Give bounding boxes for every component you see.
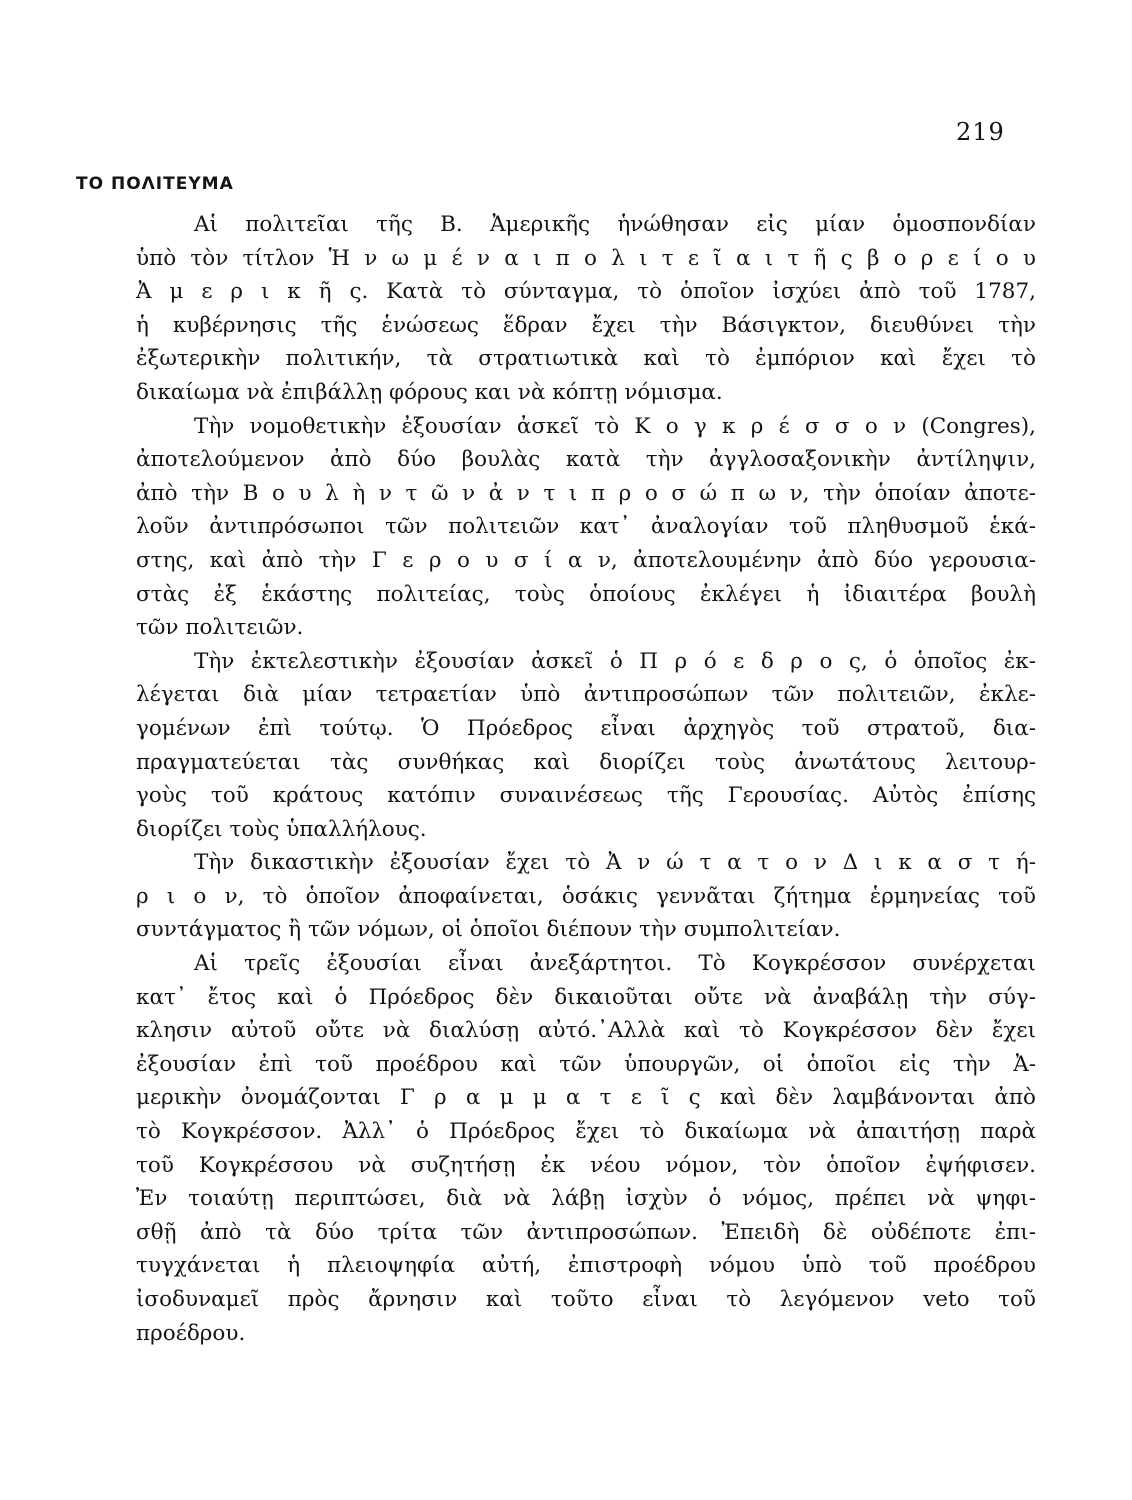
body-text (78, 208, 1036, 1350)
paragraph-federation (78, 208, 1036, 410)
text-line: ἡ κυβέρνησις τῆς ἑνώσεως ἕδραν ἔχει τὴν Βάσιγκτον, διευθύνει τὴν (136, 312, 1036, 338)
text-line: προέδρου. (136, 1320, 246, 1346)
text-line: στὰς ἐξ ἑκάστης πολιτείας, τοὺς ὁποίους ἐκλέγει ἡ ἰδιαιτέρα βουλὴ (136, 581, 1036, 607)
paragraph-separation-of-powers (78, 947, 1036, 1350)
page-number: 219 (956, 118, 1005, 146)
text-line: ἰσοδυναμεῖ πρὸς ἄρνησιν καὶ τοῦτο εἶναι τὸ λεγόμενον veto τοῦ (136, 1287, 1036, 1312)
text-line: τυγχάνεται ἡ πλειοψηφία αὐτή, ἐπιστροφὴ νόμου ὑπὸ τοῦ προέδρου (136, 1253, 1036, 1279)
text-line: τοῦ Κογκρέσσου νὰ συζητήσῃ ἐκ νέου νόμον, τὸν ὁποῖον ἐψήφισεν. (136, 1152, 1036, 1178)
text-line: γοὺς τοῦ κράτους κατόπιν συναινέσεως τῆς Γερουσίας. Αὐτὸς ἐπίσης (136, 783, 1036, 809)
text-line: λοῦν ἀντιπρόσωποι τῶν πολιτειῶν κατ᾿ ἀναλογίαν τοῦ πληθυσμοῦ ἑκά- (136, 514, 1036, 540)
text-line: Τὴν δικαστικὴν ἐξουσίαν ἔχει τὸ Ἀ ν ώ τ α τ ο ν Δ ι κ α σ τ ή- (194, 850, 1036, 876)
text-line: συντάγματος ἢ τῶν νόμων, οἱ ὁποῖοι διέπουν τὴν συμπολιτείαν. (136, 917, 841, 943)
text-line: πραγματεύεται τὰς συνθήκας καὶ διορίζει τοὺς ἀνωτάτους λειτουρ- (136, 749, 1036, 775)
text-line: ρ ι ο ν, τὸ ὁποῖον ἀποφαίνεται, ὁσάκις γεννᾶται ζήτημα ἑρμηνείας τοῦ (136, 883, 1036, 909)
text-line: κατ᾿ ἔτος καὶ ὁ Πρόεδρος δὲν δικαιοῦται οὔτε νὰ ἀναβάλῃ τὴν σύγ- (136, 984, 1036, 1010)
text-line: ἐξωτερικὴν πολιτικήν, τὰ στρατιωτικὰ καὶ τὸ ἐμπόριον καὶ ἔχει τὸ (136, 346, 1036, 372)
text-line: ἐξουσίαν ἐπὶ τοῦ προέδρου καὶ τῶν ὑπουργῶν, οἱ ὁποῖοι εἰς τὴν Ἀ- (136, 1051, 1036, 1077)
text-line: ἀπὸ τὴν Β ο υ λ ὴ ν τ ῶ ν ἀ ν τ ι π ρ ο σ ώ π ω ν, τὴν ὁποίαν ἀποτε- (136, 480, 1036, 506)
text-line: τὸ Κογκρέσσον. Ἀλλ᾿ ὁ Πρόεδρος ἔχει τὸ δικαίωμα νὰ ἀπαιτήσῃ παρὰ (136, 1119, 1036, 1145)
text-line: Αἱ τρεῖς ἐξουσίαι εἶναι ἀνεξάρτητοι. Τὸ Κογκρέσσον συνέρχεται (194, 951, 1036, 977)
text-line: στης, καὶ ἀπὸ τὴν Γ ε ρ ο υ σ ί α ν, ἀποτελουμένην ἀπὸ δύο γερουσια- (136, 547, 1036, 573)
text-line: ὑπὸ τὸν τίτλον Ἡ ν ω μ έ ν α ι π ο λ ι τ ε ῖ α ι τ ῆ ς β ο ρ ε ί ο υ (136, 245, 1036, 271)
text-line: Τὴν νομοθετικὴν ἐξουσίαν ἀσκεῖ τὸ Κ ο γ κ ρ έ σ σ ο ν (Congres), (194, 413, 1036, 439)
paragraph-legislative (78, 410, 1036, 645)
text-line: γομένων ἐπὶ τούτῳ. Ὁ Πρόεδρος εἶναι ἀρχηγὸς τοῦ στρατοῦ, δια- (136, 715, 1036, 741)
text-line: ἀποτελούμενον ἀπὸ δύο βουλὰς κατὰ τὴν ἀγγλοσαξονικὴν ἀντίληψιν, (136, 447, 1036, 473)
paragraph-judicial (78, 846, 1036, 947)
text-line: κλησιν αὐτοῦ οὔτε νὰ διαλύσῃ αὐτό.᾿Αλλὰ καὶ τὸ Κογκρέσσον δὲν ἔχει (136, 1018, 1036, 1044)
text-line: Τὴν ἐκτελεστικὴν ἐξουσίαν ἀσκεῖ ὁ Π ρ ό ε δ ρ ο ς, ὁ ὁποῖος ἐκ- (194, 648, 1036, 674)
text-line: σθῇ ἀπὸ τὰ δύο τρίτα τῶν ἀντιπροσώπων. Ἐπειδὴ δὲ οὐδέποτε ἐπι- (136, 1219, 1036, 1245)
text-line: λέγεται διὰ μίαν τετραετίαν ὑπὸ ἀντιπροσώπων τῶν πολιτειῶν, ἐκλε- (136, 682, 1036, 708)
text-line: τῶν πολιτειῶν. (136, 615, 304, 641)
text-line: Ἐν τοιαύτῃ περιπτώσει, διὰ νὰ λάβῃ ἰσχὺν ὁ νόμος, πρέπει νὰ ψηφι- (136, 1186, 1036, 1212)
paragraph-executive (78, 645, 1036, 847)
text-line: διορίζει τοὺς ὑπαλλήλους. (136, 816, 427, 842)
text-line: Ἀ μ ε ρ ι κ ῆ ς. Κατὰ τὸ σύνταγμα, τὸ ὁποῖον ἰσχύει ἀπὸ τοῦ 1787, (136, 279, 1036, 305)
text-line: δικαίωμα νὰ ἐπιβάλλῃ φόρους και νὰ κόπτῃ νόμισμα. (136, 379, 723, 405)
text-line: Αἱ πολιτεῖαι τῆς Β. Ἀμερικῆς ἡνώθησαν εἰς μίαν ὁμοσπονδίαν (194, 212, 1036, 237)
section-heading: ΤΟ ΠΟΛΙΤΕΥΜΑ (76, 174, 234, 194)
text-line: μερικὴν ὀνομάζονται Γ ρ α μ μ α τ ε ῖ ς καὶ δὲν λαμβάνονται ἀπὸ (136, 1085, 1036, 1111)
